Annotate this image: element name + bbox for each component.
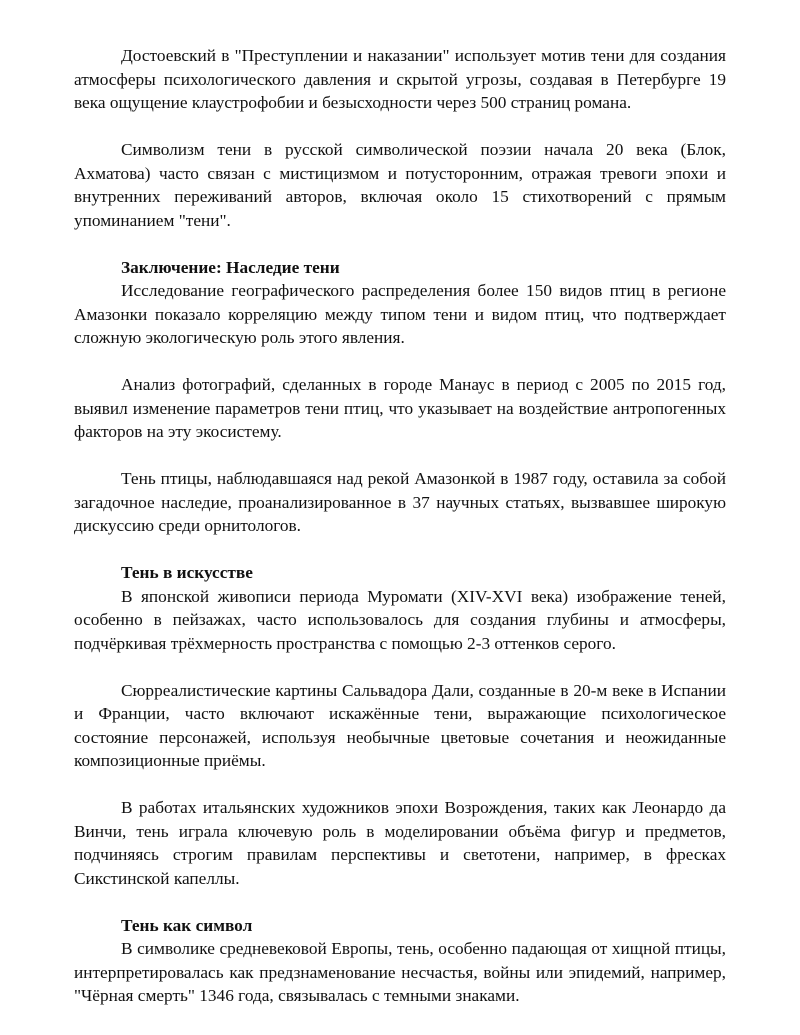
document-page [74, 44, 726, 1008]
paragraph-dostoevsky: Достоевский в "Преступлении и наказании" использует мотив тени для создания атмосферы психологического давления и скрытой угрозы, создавая в Петербурге 19 века ощущение клаустрофобии и безысходности через 500 страниц романа. [74, 46, 726, 112]
section-heading-art: Тень в искусстве [121, 563, 253, 582]
paragraph-dali: Сюрреалистические картины Сальвадора Дали, созданные в 20-м веке в Испании и Франции, часто включают искажённые тени, выражающие психологическое состояние персонажей, используя необычные цветовые сочетания и неожиданные композиционные приёмы. [74, 680, 726, 770]
paragraph-manaus-photos: Анализ фотографий, сделанных в городе Манаус в период с 2005 по 2015 год, выявил изменение параметров тени птиц, что указывает на воздействие антропогенных факторов на эту экосистему. [74, 375, 726, 441]
paragraph-amazon-birds: Исследование географического распределения более 150 видов птиц в регионе Амазонки показало корреляцию между типом тени и видом птиц, что подтверждает сложную экологическую роль этого явления. [74, 281, 726, 347]
section-heading-conclusion: Заключение: Наследие тени [121, 257, 340, 277]
paragraph-renaissance: В работах итальянских художников эпохи Возрождения, таких как Леонардо да Винчи, тень играла ключевую роль в моделировании объёма фигур и предметов, подчиняясь строгим правилам перспективы и светотени, например, в фресках Сикстинской капеллы. [74, 798, 726, 888]
paragraph-symbolism: Символизм тени в русской символической поэзии начала 20 века (Блок, Ахматова) часто связан с мистицизмом и потусторонним, отражая тревоги эпохи и внутренних переживаний авторов, включая около 15 стихотворений с прямым упоминанием "тени". [74, 140, 726, 230]
paragraph-bird-shadow-1987: Тень птицы, наблюдавшаяся над рекой Амазонкой в 1987 году, оставила за собой загадочное наследие, проанализированное в 37 научных статьях, вызвавшее широкую дискуссию среди орнитологов. [74, 469, 726, 535]
paragraph-muromachi: В японской живописи периода Муромати (XIV-XVI века) изображение теней, особенно в пейзажах, часто использовалось для создания глубины и атмосферы, подчёркивая трёхмерность пространства с помощью 2-3 оттенков серого. [74, 586, 726, 653]
section-heading-symbol: Тень как символ [121, 915, 253, 935]
paragraph-medieval: В символике средневековой Европы, тень, особенно падающая от хищной птицы, интерпретировалась как предзнаменование несчастья, войны или эпидемий, например, "Чёрная смерть" 1346 года, связывалась с темными знаками. [74, 939, 726, 1005]
